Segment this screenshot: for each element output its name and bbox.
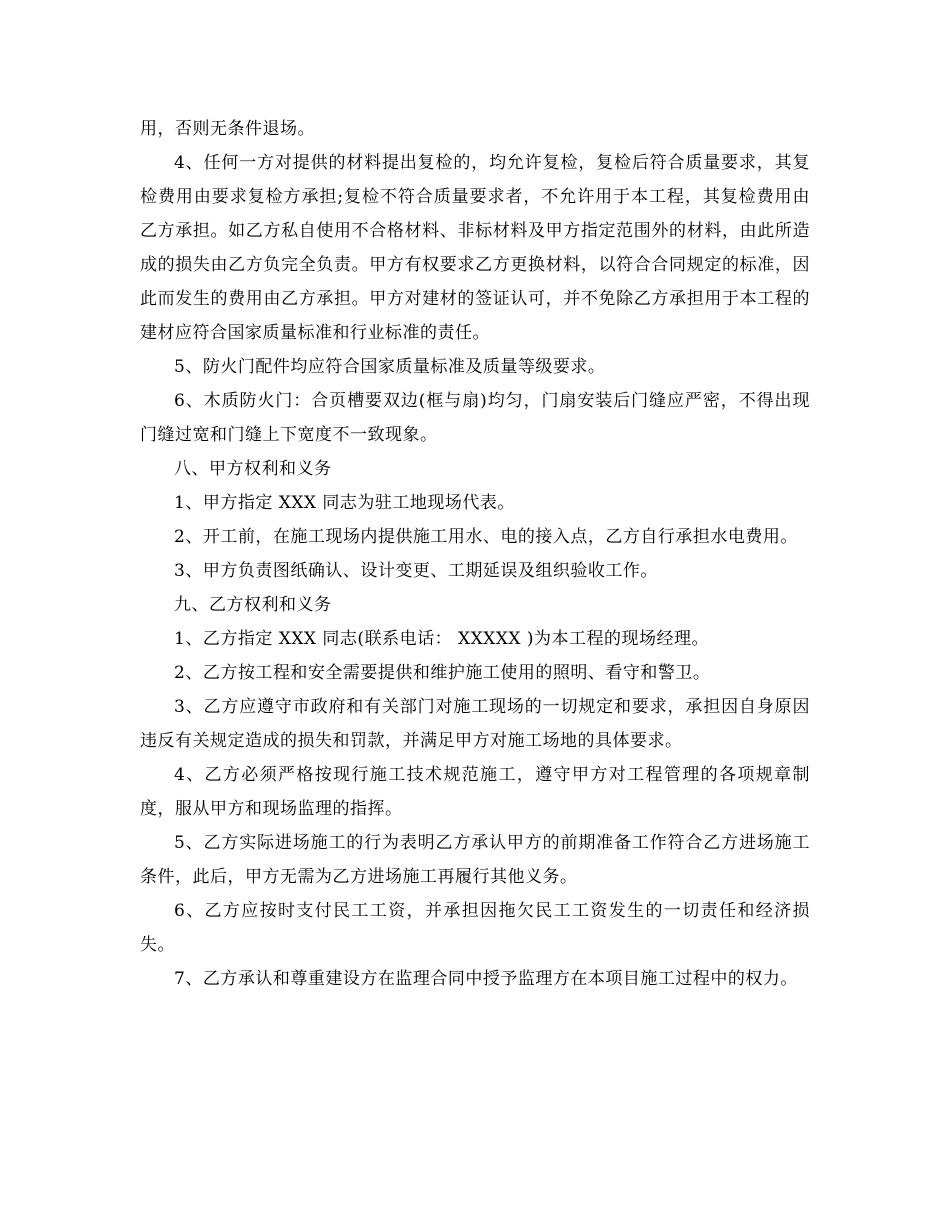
paragraph-party-a-1: 1、甲方指定 XXX 同志为驻工地现场代表。 — [174, 493, 515, 513]
paragraph-party-b-2: 2、乙方按工程和安全需要提供和维护施工使用的照明、看守和警卫。 — [174, 663, 711, 683]
paragraph-party-a-3: 3、甲方负责图纸确认、设计变更、工期延误及组织验收工作。 — [174, 561, 658, 581]
paragraph-party-b-5: 5、乙方实际进场施工的行为表明乙方承认甲方的前期准备工作符合乙方进场施工条件，此后，甲方无需为乙方进场施工再履行其他义务。 — [140, 833, 810, 887]
paragraph-clause-4-material-recheck: 4、任何一方对提供的材料提出复检的，均允许复检，复检后符合质量要求，其复检费用由要求复检方承担;复检不符合质量要求者，不允许用于本工程，其复检费用由乙方承担。如乙方私自使用不合格材料、非标材料及甲方指定范围外的材料，由此所造成的损失由乙方负完全负责。甲方有权要求乙方更换材料，以符合合同规定的标准，因此而发生的费用由乙方承担。甲方对建材的签证认可，并不免除乙方承担用于本工程的建材应符合国家质量标准和行业标准的责任。 — [140, 153, 810, 343]
paragraph-party-a-2: 2、开工前，在施工现场内提供施工用水、电的接入点，乙方自行承担水电费用。 — [174, 527, 798, 547]
paragraph-party-b-3: 3、乙方应遵守市政府和有关部门对施工现场的一切规定和要求，承担因自身原因违反有关规定造成的损失和罚款，并满足甲方对施工场地的具体要求。 — [140, 697, 810, 751]
paragraph-party-b-7: 7、乙方承认和尊重建设方在监理合同中授予监理方在本项目施工过程中的权力。 — [174, 969, 798, 989]
section-heading-party-b: 九、乙方权利和义务 — [174, 595, 332, 615]
document-body — [140, 112, 810, 996]
paragraph-party-b-4: 4、乙方必须严格按现行施工技术规范施工，遵守甲方对工程管理的各项规章制度，服从甲方和现场监理的指挥。 — [140, 765, 810, 819]
paragraph-clause-5-fire-door-fittings: 5、防火门配件均应符合国家质量标准及质量等级要求。 — [174, 357, 606, 377]
paragraph-party-b-1: 1、乙方指定 XXX 同志(联系电话： XXXXX )为本工程的现场经理。 — [174, 629, 710, 649]
paragraph-continuation: 用，否则无条件退场。 — [140, 119, 315, 139]
section-heading-party-a: 八、甲方权利和义务 — [174, 459, 332, 479]
paragraph-party-b-6: 6、乙方应按时支付民工工资，并承担因拖欠民工工资发生的一切责任和经济损失。 — [140, 901, 810, 955]
paragraph-clause-6-wooden-fire-door: 6、木质防火门：合页槽要双边(框与扇)均匀，门扇安装后门缝应严密，不得出现门缝过宽和门缝上下宽度不一致现象。 — [140, 391, 810, 445]
